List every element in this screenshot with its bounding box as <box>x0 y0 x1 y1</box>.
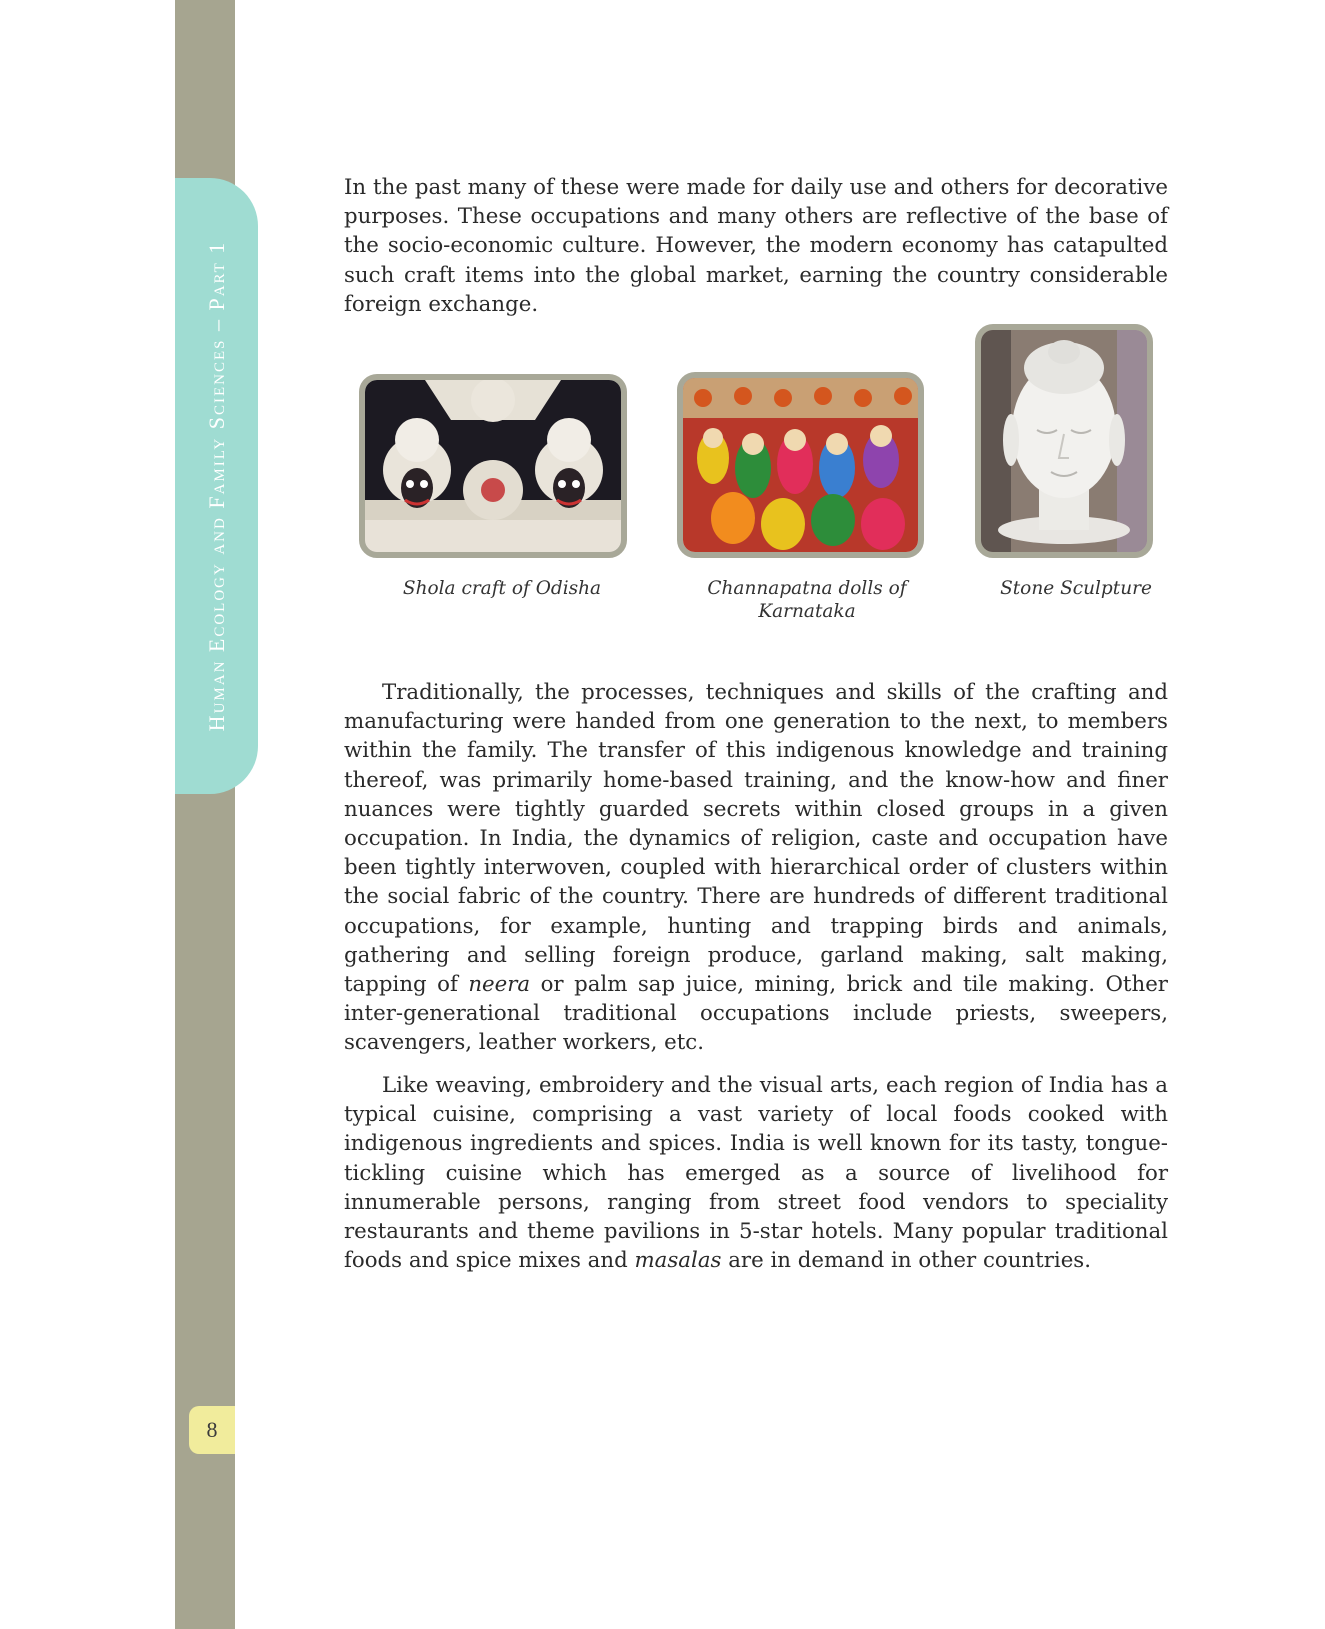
stone-sculpture-photo <box>975 324 1153 558</box>
text-run: or palm sap juice, mining, brick and tile making. Other inter-generational traditional occupations include priests, sweepers, scavengers, leather workers, etc. <box>344 972 1168 1056</box>
caption-stone-sculpture: Stone Sculpture <box>1000 578 1152 599</box>
italic-term: masalas <box>634 1248 722 1274</box>
paragraph-intro: In the past many of these were made for daily use and others for decorative purposes. These occupations and many others are reflective of the base of the socio-economic culture. However, the modern economy has catapulted such craft items into the global market, earning the country considerable foreign exchange. <box>344 175 1168 317</box>
paragraph-traditional-occupations <box>344 678 1168 1058</box>
paragraph-cuisine <box>344 1071 1168 1275</box>
book-title: Human Ecology and Family Sciences – Part 1 <box>204 240 229 732</box>
italic-term: neera <box>468 972 531 998</box>
caption-channapatna-dolls <box>682 577 932 623</box>
text-run: Traditionally, the processes, techniques and skills of the crafting and manufacturing were handed from one generation to the next, to members within the family. The transfer of this indigenous knowledge and training thereof, was primarily home-based training, and the know-how and finer nuances were tightly guarded secrets within closed groups in a given occupation. In India, the dynamics of religion, caste and occupation have been tightly interwoven, coupled with hierarchical order of clusters within the social fabric of the country. There are hundreds of different traditional occupations, for example, hunting and trapping birds and animals, gathering and selling foreign produce, garland making, salt making, tapping of <box>344 680 1168 998</box>
text-run: are in demand in other countries. <box>721 1248 1091 1274</box>
shola-craft-photo <box>359 374 627 558</box>
caption-line: Karnataka <box>758 601 856 622</box>
caption-shola-craft: Shola craft of Odisha <box>402 578 602 599</box>
page-number: 8 <box>189 1406 235 1454</box>
caption-line: Channapatna dolls of <box>707 578 907 599</box>
text-run: Like weaving, embroidery and the visual arts, each region of India has a typical cuisine, comprising a vast variety of local foods cooked with indigenous ingredients and spices. India is well known for its tasty, tongue-tickling cuisine which has emerged as a source of livelihood for innumerable persons, ranging from street food vendors to speciality restaurants and theme pavilions in 5-star hotels. Many popular traditional foods and spice mixes and <box>344 1073 1168 1274</box>
channapatna-dolls-photo <box>677 372 924 558</box>
